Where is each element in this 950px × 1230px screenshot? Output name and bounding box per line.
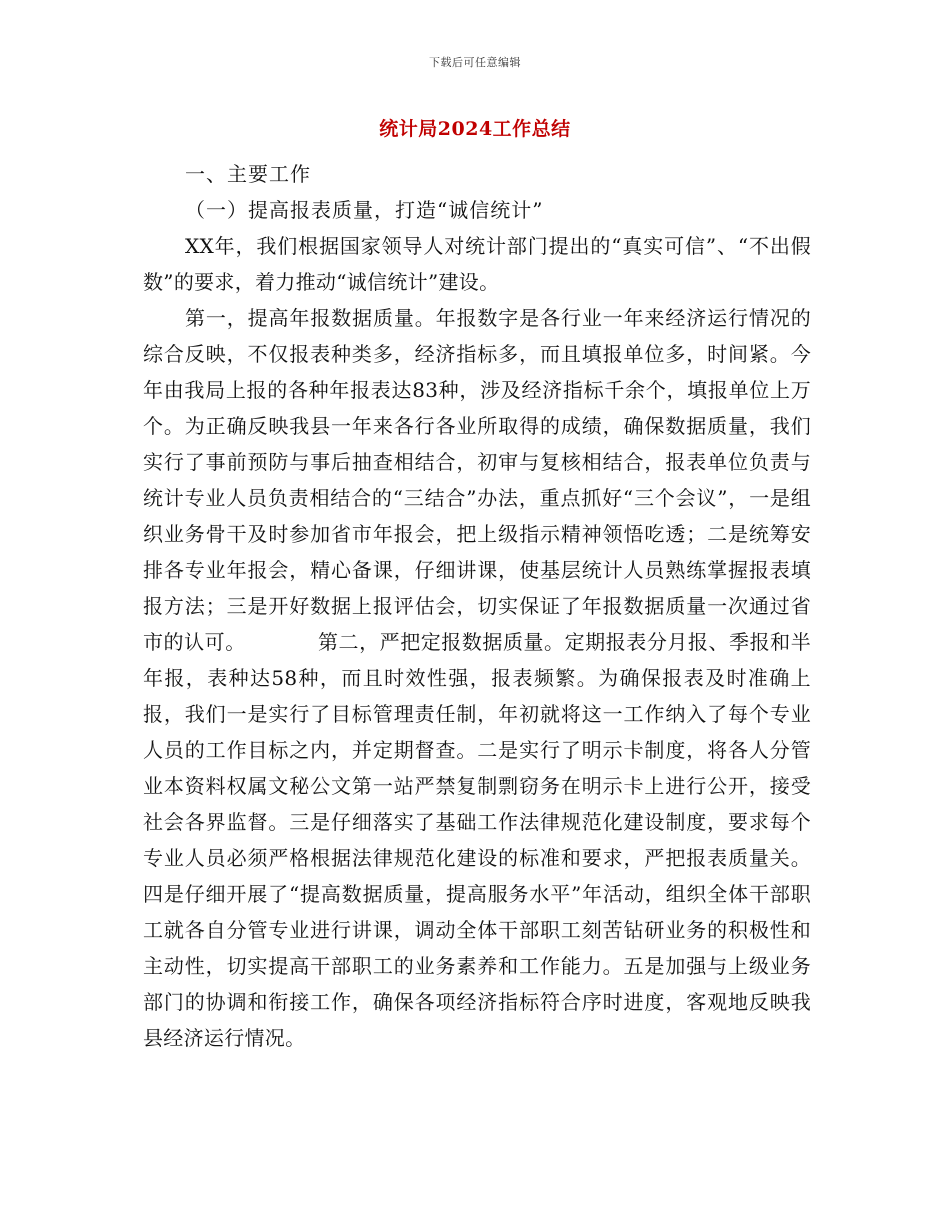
paragraph-main: 第一，提高年报数据质量。年报数字是各行业一年来经济运行情况的综合反映，不仅报表种类多，经济指标多，而且填报单位多，时间紧。今年由我局上报的各种年报表达83种，涉及经济指标千余个，填报单位上万个。为正确反映我县一年来各行各业所取得的成绩，确保数据质量，我们实行了事前预防与事后抽查相结合，初审与复核相结合，报表单位负责与统计专业人员负责相结合的“三结合”办法，重点抓好“三个会议”，一是组织业务骨干及时参加省市年报会，把上级指示精神领悟吃透；二是统筹安排各专业年报会，精心备课，仔细讲课，使基层统计人员熟练掌握报表填报方法；三是开好数据上报评估会，切实保证了年报数据质量一次通过省市的认可。 第二，严把定报数据质量。定期报表分月报、季报和半年报，表种达58种，而且时效性强，报表频繁。为确保报表及时准确上报，我们一是实行了目标管理责任制，年初就将这一工作纳入了每个专业人员的工作目标之内，并定期督查。二是实行了明示卡制度，将各人分管业本资料权属文秘公文第一站严禁复制剽窃务在明示卡上进行公开，接受社会各界监督。三是仔细落实了基础工作法律规范化建设制度，要求每个专业人员必须严格根据法律规范化建设的标准和要求，严把报表质量关。四是仔细开展了“提高数据质量，提高服务水平”年活动，组织全体干部职工就各自分管专业进行讲课，调动全体干部职工刻苦钻研业务的积极性和主动性，切实提高干部职工的业务素养和工作能力。五是加强与上级业务部门的协调和衔接工作，确保各项经济指标符合序时进度，客观地反映我县经济运行情况。 <box>143 306 811 1050</box>
document-title: 统计局2024工作总结 <box>379 118 571 140</box>
subsection-heading: （一）提高报表质量，打造“诚信统计” <box>185 198 544 222</box>
paragraph-intro: XX年，我们根据国家领导人对统计部门提出的“真实可信”、“不出假数”的要求，着力推动“诚信统计”建设。 <box>143 234 811 294</box>
header-note: 下载后可任意编辑 <box>429 56 521 69</box>
section-heading: 一、主要工作 <box>185 162 311 186</box>
document-body <box>143 156 811 1056</box>
